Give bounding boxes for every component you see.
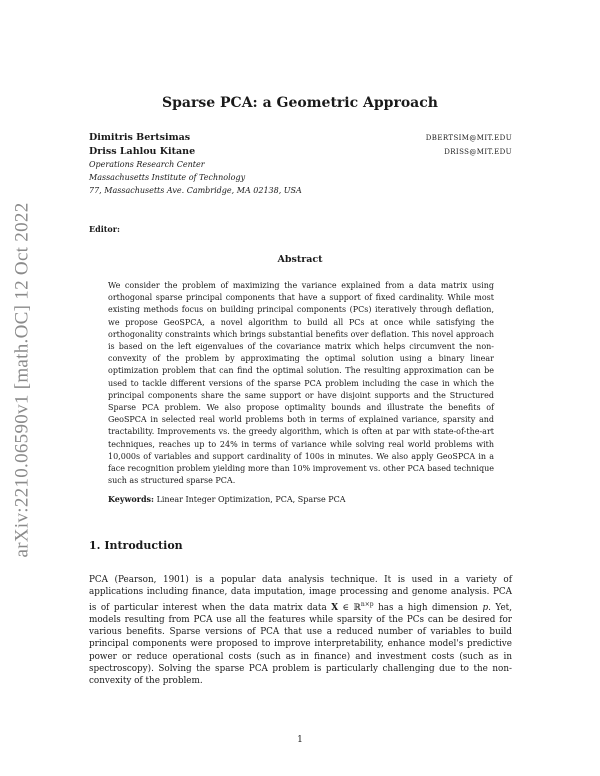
- math-dimension-superscript: n×p: [360, 600, 374, 608]
- abstract-body: We consider the problem of maximizing the variance explained from a data matrix using orthogonal sparse principal components that have a support of fixed cardinality. While most existing methods focus on building principal components (PCs) iteratively through deflation, we propose GeoSPCA, a novel algorithm to build all PCs at once while satisfying the orthogonality constraints which brings substantial benefits over deflation. This novel approach is based on the left eigenvalues of the covariance matrix which helps circumvent the non-convexity of the problem by approximating the optimal solution using a binary linear optimization problem that can find the optimal solution. The resulting approximation can be used to tackle different versions of the sparse PCA problem including the case in which the principal components share the same support or have disjoint supports and the Structured Sparse PCA problem. We also propose optimality bounds and illustrate the benefits of GeoSPCA in selected real world problems both in terms of explained variance, sparsity and tractability. Improvements vs. the greedy algorithm, which is often at par with state-of-the-art techniques, reaches up to 24% in terms of variance while solving real world problems with 10,000s of variables and support cardinality of 100s in minutes. We also apply GeoSPCA in a face recognition problem yielding more than 10% improvement vs. other PCA based technique such as structured sparse PCA.: [108, 281, 494, 486]
- keywords: [108, 494, 346, 504]
- intro-text-part-1: PCA (Pearson, 1901) is a popular data analysis technique. It is used in a variety of applications including finance, data imputation, image processing and genome analysis. PCA is of particular interest when the data matrix data: [89, 575, 512, 613]
- author-name-2: Driss Lahlou Kitane: [89, 146, 196, 157]
- author-email-1[interactable]: DBERTSIM@MIT.EDU: [425, 134, 512, 142]
- abstract-heading: Abstract: [277, 254, 323, 265]
- affiliation-line-1: Operations Research Center: [89, 160, 205, 169]
- author-name-1: Dimitris Bertsimas: [89, 132, 191, 143]
- editor-label: Editor:: [89, 224, 120, 234]
- author-email-2[interactable]: DRISS@MIT.EDU: [444, 148, 512, 156]
- intro-text-part-2: has a high dimension: [373, 602, 483, 613]
- math-element-of-reals: ∈ ℝ: [338, 602, 361, 613]
- arxiv-identifier-text: arXiv:2210.06590v1 [math.OC] 12 Oct 2022: [11, 202, 33, 558]
- intro-text-part-3: . Yet, models resulting from PCA use all the features while sparsity of the PCs can be desired for various benefits. Sparse versions of PCA that use a reduced number of variables to build principal components were proposed to improve interpretability, enhance model's predictive power or reduce operational costs (such as in finance) and investment costs (such as in spectroscopy). Solving the sparse PCA problem is particularly challenging due to the non-convexity of the problem.: [89, 602, 512, 687]
- affiliation-line-2: Massachusetts Institute of Technology: [89, 173, 246, 182]
- math-matrix-x: X: [331, 602, 339, 613]
- paper-title: Sparse PCA: a Geometric Approach: [162, 95, 438, 111]
- math-dimension-p: p: [482, 602, 489, 613]
- page-number: 1: [297, 735, 303, 745]
- arxiv-identifier: [2, 190, 42, 570]
- section-heading-introduction: 1. Introduction: [89, 539, 183, 552]
- affiliation-line-3: 77, Massachusetts Ave. Cambridge, MA 02138, USA: [89, 186, 302, 195]
- keywords-text: Linear Integer Optimization, PCA, Sparse PCA: [156, 495, 346, 504]
- keywords-label: Keywords:: [108, 494, 155, 504]
- introduction-paragraph: [89, 574, 512, 688]
